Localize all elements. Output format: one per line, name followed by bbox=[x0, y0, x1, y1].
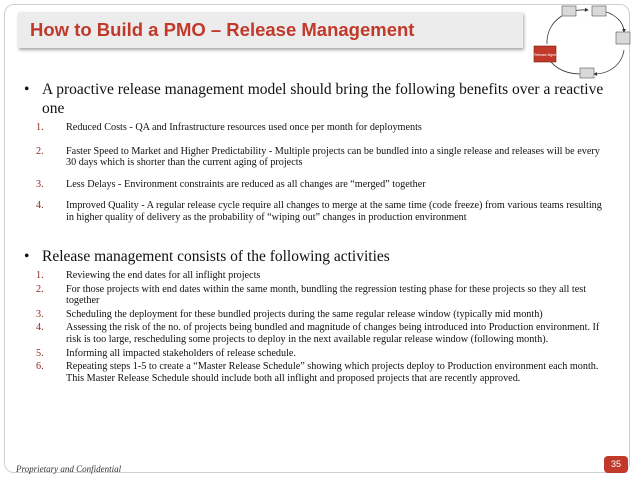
bullet-dot: • bbox=[24, 248, 30, 265]
list-item bbox=[36, 361, 606, 384]
list-item-text: Repeating steps 1-5 to create a “Master Release Schedule” showing which projects deploy to Production environment each month. This Master Release Schedule should include both all inflight and proposed projects that are recently approved. bbox=[66, 361, 599, 384]
list-item-text: Assessing the risk of the no. of projects being bundled and magnitude of changes being introduced into Production environment. If risk is too large, rescheduling some projects to deploy in the next available regular release window (following month). bbox=[66, 322, 600, 345]
cycle-box-top bbox=[562, 6, 576, 16]
cycle-box-bottom bbox=[580, 68, 594, 78]
footer-confidential: Proprietary and Confidential bbox=[16, 464, 122, 474]
list-item-text: Less Delays - Environment constraints are reduced as all changes are “merged” together bbox=[66, 178, 426, 190]
list-item bbox=[36, 309, 606, 321]
list-item bbox=[36, 322, 606, 345]
list-item bbox=[36, 270, 606, 282]
title-box bbox=[18, 12, 523, 48]
list-item bbox=[36, 146, 606, 169]
list-item bbox=[36, 200, 606, 223]
list-item-text: Reduced Costs - QA and Infrastructure resources used once per month for deployments bbox=[66, 122, 422, 133]
list-item-number: 1. bbox=[36, 122, 44, 133]
activities-list bbox=[36, 270, 606, 384]
list-item-text: Faster Speed to Market and Higher Predictability - Multiple projects can be bundled into a single release and releases will be every 30 days which is shorter than the current aging of projects bbox=[66, 145, 600, 169]
list-item-number: 1. bbox=[36, 270, 44, 281]
cycle-box-right bbox=[616, 32, 630, 44]
slide-title: How to Build a PMO – Release Management bbox=[30, 19, 415, 40]
list-item-number: 3. bbox=[36, 308, 44, 320]
list-item-number: 4. bbox=[36, 200, 44, 212]
list-item-text: Informing all impacted stakeholders of release schedule. bbox=[66, 347, 296, 359]
release-cycle-diagram bbox=[528, 4, 632, 82]
bullet-benefits bbox=[24, 80, 604, 118]
benefits-list bbox=[36, 122, 606, 224]
list-item-number: 3. bbox=[36, 178, 44, 190]
bullet-activities bbox=[24, 247, 604, 266]
list-item bbox=[36, 284, 606, 307]
cycle-box-release-label: Release Mgmt bbox=[534, 53, 556, 57]
bullet-activities-text: Release management consists of the following activities bbox=[42, 248, 390, 265]
list-item-number: 6. bbox=[36, 361, 44, 373]
bullet-dot: • bbox=[24, 81, 30, 98]
list-item-text: Improved Quality - A regular release cycle require all changes to merge at the same time (code freeze) from various teams resulting in higher quality of delivery as the probability of “wiping out” changes in production environment bbox=[66, 200, 602, 223]
list-item-number: 5. bbox=[36, 347, 44, 359]
list-item-text: Scheduling the deployment for these bundled projects during the same regular release window (typically mid month) bbox=[66, 308, 543, 320]
list-item bbox=[36, 122, 606, 134]
list-item bbox=[36, 179, 606, 191]
page-number-badge: 35 bbox=[604, 456, 628, 473]
bullet-benefits-text: A proactive release management model should bring the following benefits over a reactive one bbox=[42, 81, 604, 117]
list-item-text: Reviewing the end dates for all inflight projects bbox=[66, 270, 261, 281]
list-item bbox=[36, 348, 606, 360]
list-item-text: For those projects with end dates within the same month, bundling the regression testing phase for these projects so they all test together bbox=[66, 283, 587, 307]
cycle-box-top-right bbox=[592, 6, 606, 16]
list-item-number: 4. bbox=[36, 322, 44, 334]
list-item-number: 2. bbox=[36, 283, 44, 295]
list-item-number: 2. bbox=[36, 145, 44, 157]
